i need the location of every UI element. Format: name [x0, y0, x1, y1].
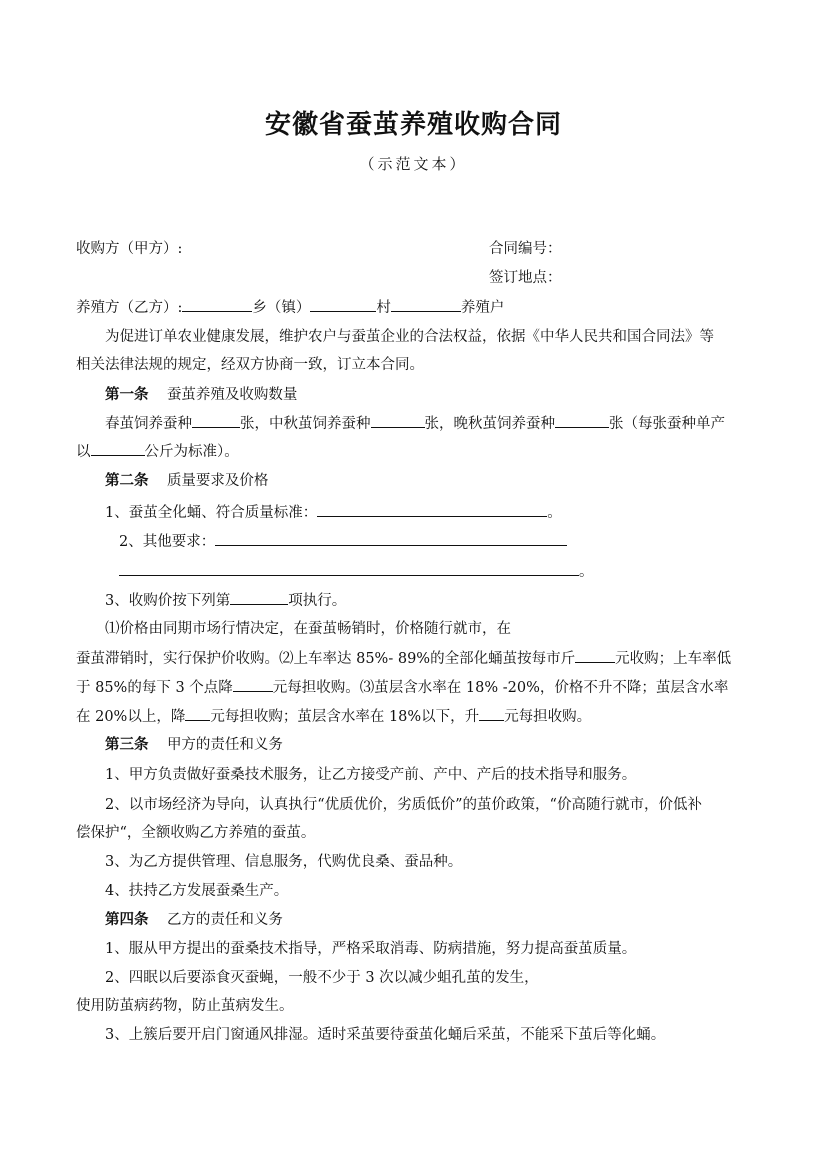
price-clause-line-2 [76, 648, 731, 669]
farmer-label: 养殖方（乙方）: [76, 300, 183, 316]
blank-field[interactable] [91, 441, 145, 456]
sign-place-label: 签订地点： [489, 270, 562, 286]
buyer-label: 收购方（甲方）: [76, 241, 183, 257]
text: 蚕茧滞销时，实行保护价收购。⑵上车率达 85%- 89%的全部化蛹茧按每市斤 [76, 651, 576, 667]
text: 元收购；上车率低 [615, 651, 732, 667]
blank-field[interactable] [192, 413, 240, 428]
blank-field[interactable] [555, 413, 609, 428]
blank-field[interactable] [230, 590, 288, 605]
article-1-line-2 [76, 441, 239, 462]
price-clause-line-1: ⑴价格由同期市场行情决定，在蚕茧畅销时，价格随行就市，在 [105, 621, 511, 637]
text: 。 [547, 505, 562, 521]
article-4-item-1: 1、服从甲方提出的蚕桑技术指导，严格采取消毒、防病措施，努力提高蚕茧质量。 [105, 941, 637, 957]
text: 元每担收购；茧层含水率在 18%以下，升 [210, 709, 480, 725]
blank-field[interactable] [233, 677, 273, 692]
article-3-heading [105, 735, 283, 755]
article-3-item-3: 3、为乙方提供管理、信息服务，代购优良桑、蚕品种。 [105, 854, 463, 870]
blank-field[interactable] [371, 413, 425, 428]
article-3-item-2: 2、以市场经济为导向，认真执行“优质优价，劣质低价”的茧价政策，“价高随行就市，价低补 [105, 797, 702, 813]
farmer-line [76, 297, 504, 318]
article-title: 蚕茧养殖及收购数量 [166, 387, 298, 403]
text: 项执行。 [288, 593, 347, 609]
text: 张，晚秋茧饲养蚕种 [424, 416, 555, 432]
text: 在 20%以上，降 [76, 709, 186, 725]
article-2-heading [105, 471, 268, 491]
text: 2、其他要求： [119, 534, 216, 550]
article-4-item-2-cont: 使用防茧病药物，防止茧病发生。 [76, 998, 294, 1014]
contract-number-label: 合同编号： [489, 241, 562, 257]
blank-field[interactable] [479, 706, 504, 721]
article-2-item-2-cont [119, 561, 594, 582]
article-title: 乙方的责任和义务 [166, 912, 283, 928]
price-clause-line-4 [76, 706, 591, 727]
text: 于 85%的每下 3 个点降 [76, 680, 233, 696]
article-3-item-4: 4、扶持乙方发展蚕桑生产。 [105, 883, 289, 899]
text: 1、蚕茧全化蛹、符合质量标准： [105, 505, 318, 521]
document-title: 安徽省蚕茧养殖收购合同 [264, 110, 562, 140]
article-4-heading [105, 910, 283, 930]
village-label: 村 [376, 300, 391, 316]
article-4-item-2: 2、四眠以后要添食灭蚕蝇，一般不少于 3 次以减少蛆孔茧的发生， [105, 970, 539, 986]
article-number: 第二条 [105, 472, 149, 489]
article-number: 第一条 [105, 386, 149, 403]
article-3-item-2-cont: 偿保护“，全额收购乙方养殖的蚕茧。 [76, 825, 316, 841]
article-number: 第三条 [105, 736, 149, 753]
text: 元每担收购。 [504, 709, 592, 725]
article-4-item-3: 3、上簇后要开启门窗通风排湿。适时采茧要待蚕茧化蛹后采茧，不能采下茧后等化蛹。 [105, 1027, 666, 1043]
blank-field[interactable] [185, 706, 210, 721]
blank-field[interactable] [575, 648, 615, 663]
text: 3、收购价按下列第 [105, 593, 231, 609]
blank-field[interactable] [182, 297, 252, 312]
text: 元每担收购。⑶茧层含水率在 18% -20%，价格不升不降；茧层含水率 [272, 680, 729, 696]
document-subtitle: （示范文本） [359, 155, 468, 173]
blank-field[interactable] [215, 531, 567, 546]
text: 以 [76, 444, 91, 460]
preamble-line-2: 相关法律法规的规定，经双方协商一致，订立本合同。 [76, 357, 424, 373]
blank-field[interactable] [119, 561, 579, 576]
text: 春茧饲养蚕种 [105, 416, 192, 432]
article-2-item-2 [119, 531, 567, 552]
blank-field[interactable] [317, 502, 547, 517]
text: 张，中秋茧饲养蚕种 [240, 416, 371, 432]
article-2-item-3 [105, 590, 346, 611]
township-label: 乡（镇） [252, 300, 311, 316]
text: 公斤为标准）。 [144, 444, 239, 460]
preamble-line-1: 为促进订单农业健康发展，维护农户与蚕茧企业的合法权益，依据《中华人民共和国合同法》等 [105, 329, 714, 345]
price-clause-line-3 [76, 677, 728, 698]
blank-field[interactable] [391, 297, 461, 312]
article-1-line-1 [105, 413, 725, 434]
blank-field[interactable] [310, 297, 376, 312]
text: 张（每张蚕种单产 [609, 416, 725, 432]
text: 。 [579, 564, 594, 580]
article-2-item-1 [105, 502, 562, 523]
article-title: 质量要求及价格 [166, 473, 269, 489]
article-title: 甲方的责任和义务 [166, 737, 283, 753]
article-number: 第四条 [105, 911, 149, 928]
article-1-heading [105, 385, 297, 405]
article-3-item-1: 1、甲方负责做好蚕桑技术服务，让乙方接受产前、产中、产后的技术指导和服务。 [105, 767, 637, 783]
household-label: 养殖户 [460, 300, 505, 316]
